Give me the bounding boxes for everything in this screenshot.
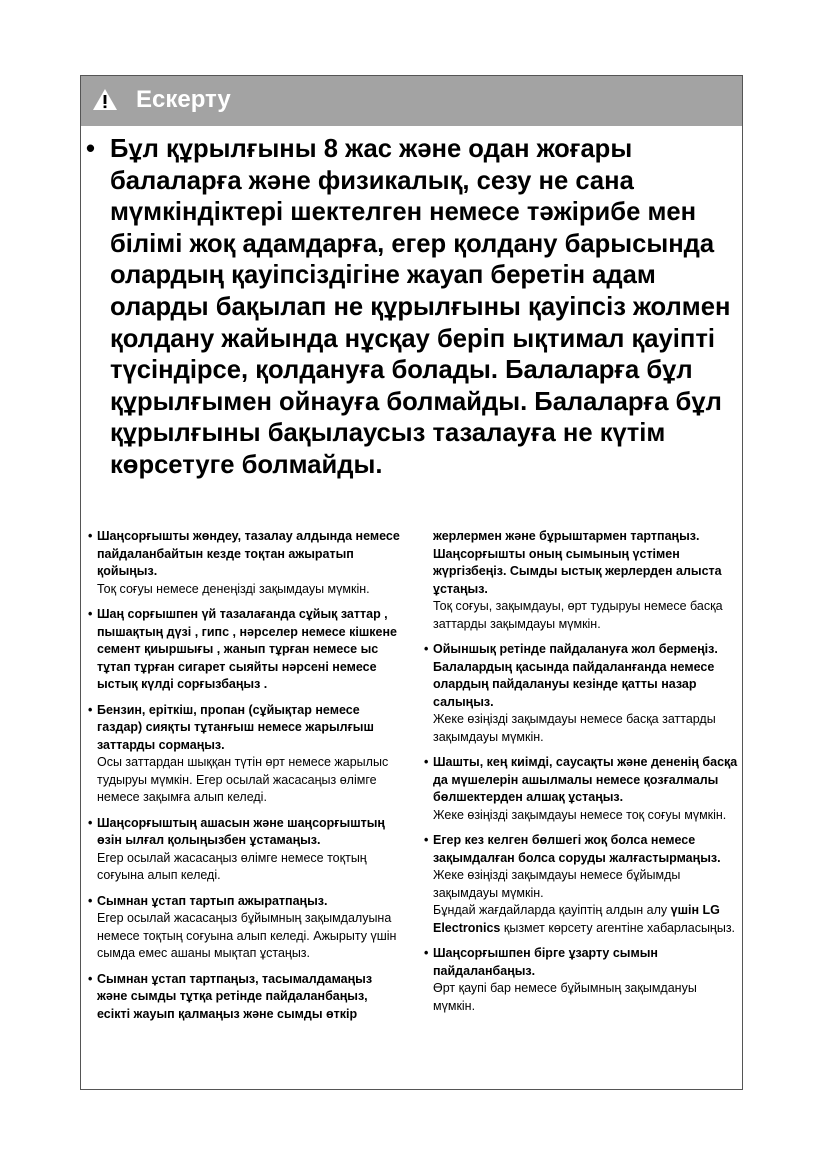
item-description: Осы заттардан шыққан түтін өрт немесе жарылыс тудыруы мүмкін. Егер осылай жасасаңыз өлімге немесе зақымға алып келеді. xyxy=(97,755,389,804)
left-column xyxy=(88,528,403,1031)
bullet-icon: • xyxy=(424,946,429,960)
list-item xyxy=(88,893,403,963)
item-description: Жеке өзіңізді зақымдауы немесе басқа заттарды зақымдауы мүмкін. xyxy=(433,712,716,744)
bullet-icon: • xyxy=(88,529,93,543)
bullet-icon: • xyxy=(88,815,93,830)
item-description: Тоқ соғуы немесе денеңізді зақымдауы мүмкін. xyxy=(97,581,370,596)
item-heading: Шаңсорғыштың ашасын және шаңсорғыштың өзін ылғал қолыңызбен ұстамаңыз. xyxy=(97,815,385,847)
item-description: Жеке өзіңізді зақымдауы немесе бұйымды зақымдауы мүмкін. xyxy=(433,868,681,900)
item-heading: Бензин, еріткіш, пропан (сұйықтар немесе газдар) сияқты тұтанғыш немесе жарылғыш заттарды сормаңыз. xyxy=(97,702,374,752)
bullet-icon: • xyxy=(424,642,429,656)
item-heading: Ойыншық ретінде пайдалануға жол бермеңіз. Балалардың қасында пайдаланғанда немесе олардың пайдалануы кезінде қатты назар салыңыз. xyxy=(433,642,718,709)
item-heading: Егер кез келген бөлшегі жоқ болса немесе зақымдалған болса соруды жалғастырмаңыз. xyxy=(433,833,721,865)
lead-paragraph xyxy=(86,134,736,482)
bullet-icon: • xyxy=(88,702,93,717)
item-description-extra xyxy=(433,902,739,937)
list-item xyxy=(88,528,403,598)
list-item xyxy=(424,945,739,1015)
item-heading: Сымнан ұстап тартып ажыратпаңыз. xyxy=(97,893,328,908)
list-item xyxy=(424,832,739,937)
list-item xyxy=(88,815,403,885)
item-description: Егер осылай жасасаңыз өлімге немесе тоқтың соғуына алып келеді. xyxy=(97,850,367,882)
item-heading: Сымнан ұстап тартпаңыз, тасымалдамаңыз және сымды тұтқа ретінде пайдаланбаңыз, есікті жауып қалмаңыз және сымды өткір xyxy=(97,971,373,1021)
bullet-icon: • xyxy=(86,135,95,163)
list-item xyxy=(88,702,403,807)
item-heading: Шаң сорғышпен үй тазалағанда сұйық заттар , пышақтың дүзі , гипс , нәрселер немесе кішкене семент қиыршығы , жанып тұрған немесе ыс тұтап тұрған сигарет сыяйты нәрсені немесе ыстық күлді сорғызбаңыз . xyxy=(97,607,397,691)
list-item-continued xyxy=(424,528,739,633)
service-name: үшін LG Electronics xyxy=(433,903,720,935)
item-description: Жеке өзіңізді зақымдауы немесе тоқ соғуы мүмкін. xyxy=(433,807,727,822)
item-description: Тоқ соғуы, зақымдауы, өрт тудыруы немесе басқа заттарды зақымдауы мүмкін. xyxy=(433,599,723,631)
list-item xyxy=(88,606,403,694)
warning-header xyxy=(81,76,742,126)
right-column xyxy=(424,528,739,1023)
item-heading: Шаңсорғышпен бірге ұзарту сымын пайдаланбаңыз. xyxy=(433,946,658,978)
lead-text: Бұл құрылғыны 8 жас және одан жоғары балаларға және физикалық, сезу не сана мүмкіндіктері шектелген немесе тәжірибе мен білімі жоқ адамдарға, егер қолдану барысында олардың қауіпсіздігіне жауап беретін адам оларды бақылап не құрылғыны қауіпсіз жолмен қолдану жайында нұсқау беріп ықтимал қауіпті түсіндірсе, қолдануға болады. Балаларға бұл құрылғымен ойнауға болмайды. Балаларға бұл құрылғыны бақылаусыз тазалауға не күтім көрсетуге болмайды. xyxy=(110,135,731,479)
desc-text: Бұндай жағдайларда қауіптің алдын алу xyxy=(433,903,671,917)
bullet-icon: • xyxy=(424,833,429,847)
item-description: Егер осылай жасасаңыз бұйымның зақымдалуына немесе тоқтың соғуына алып келеді. Ажырыту үшін сымда емес ашаны мықтап ұстаңыз. xyxy=(97,911,397,960)
bullet-icon: • xyxy=(88,971,93,986)
desc-text: қызмет көрсету агентіне хабарласыңыз. xyxy=(500,920,736,935)
list-item xyxy=(88,971,403,1024)
item-heading: жерлермен және бұрыштармен тартпаңыз. Шаңсорғышты оның сымының үстімен жүргізбеңіз. Сымды ыстық жерлерден алыста ұстаңыз. xyxy=(433,529,722,596)
list-item xyxy=(424,754,739,824)
warning-icon xyxy=(92,88,118,111)
item-heading: Шаңсорғышты жөндеу, тазалау алдында немесе пайдаланбайтын кезде тоқтан ажыратып қойыңыз. xyxy=(97,529,400,578)
warning-title: Ескерту xyxy=(136,86,231,113)
bullet-icon: • xyxy=(424,755,429,769)
bullet-icon: • xyxy=(88,607,93,621)
warning-panel xyxy=(80,75,743,1090)
item-description: Өрт қаупі бар немесе бұйымның зақымдануы мүмкін. xyxy=(433,981,697,1013)
item-heading: Шашты, кең киімді, саусақты және дененің басқа да мүшелерін ашылмалы немесе қозғалмалы бөлшектерден алшақ ұстаңыз. xyxy=(433,755,738,804)
list-item xyxy=(424,641,739,746)
bullet-icon: • xyxy=(88,893,93,908)
